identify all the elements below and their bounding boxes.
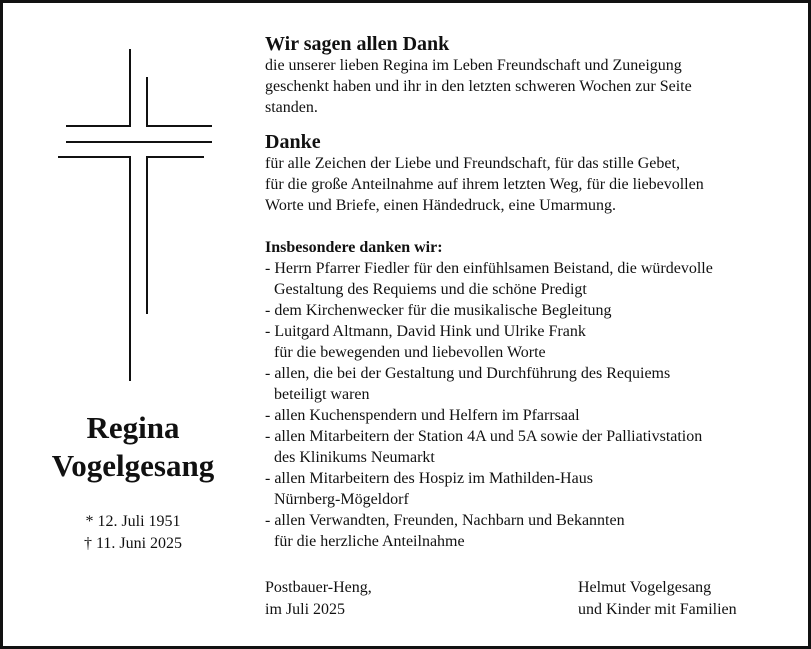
special-item: - allen Mitarbeitern der Station 4A und 5A sowie der Palliativstation [265,428,703,445]
place-date: im Juli 2025 [265,601,346,618]
danke-line: für alle Zeichen der Liebe und Freundschaft, für das stille Gebet, [265,155,680,172]
thanks-line: geschenkt haben und ihr in den letzten schweren Wochen zur Seite [265,78,692,95]
danke-heading: Danke [265,131,321,153]
danke-line: Worte und Briefe, einen Händedruck, eine Umarmung. [265,197,617,214]
danke-line: für die große Anteilnahme auf ihrem letzten Weg, für die liebevollen [265,176,704,193]
thanks-line: standen. [265,99,318,116]
signer-family: und Kinder mit Familien [578,601,737,618]
cross-icon [0,0,260,400]
special-item: - allen Mitarbeitern des Hospiz im Mathilden-Haus [265,470,593,487]
special-item: - allen, die bei der Gestaltung und Durchführung des Requiems [265,365,671,382]
special-item: - dem Kirchenwecker für die musikalische Begleitung [265,302,612,319]
death-date: † 11. Juni 2025 [83,535,183,552]
special-item: - allen Kuchenspendern und Helfern im Pfarrsaal [265,407,580,424]
special-item: - Herrn Pfarrer Fiedler für den einfühlsamen Beistand, die würdevolle [265,260,713,277]
special-heading: Insbesondere danken wir: [265,239,443,256]
thanks-heading: Wir sagen allen Dank [265,33,450,55]
special-item-continued: beteiligt waren [274,386,370,403]
birth-date: * 12. Juli 1951 [85,513,181,530]
special-item: - Luitgard Altmann, David Hink und Ulrike Frank [265,323,586,340]
special-item-continued: Gestaltung des Requiems und die schöne Predigt [274,281,587,298]
signer-name: Helmut Vogelgesang [578,579,712,596]
first-name: Regina [86,410,180,445]
thanks-line: die unserer lieben Regina im Leben Freundschaft und Zuneigung [265,57,682,74]
special-item-continued: für die herzliche Anteilnahme [274,533,465,550]
special-item-continued: Nürnberg-Mögeldorf [274,491,409,508]
last-name: Vogelgesang [51,448,215,483]
special-item: - allen Verwandten, Freunden, Nachbarn und Bekannten [265,512,625,529]
special-item-continued: des Klinikums Neumarkt [274,449,435,466]
place: Postbauer-Heng, [265,579,372,596]
special-item-continued: für die bewegenden und liebevollen Worte [274,344,546,361]
